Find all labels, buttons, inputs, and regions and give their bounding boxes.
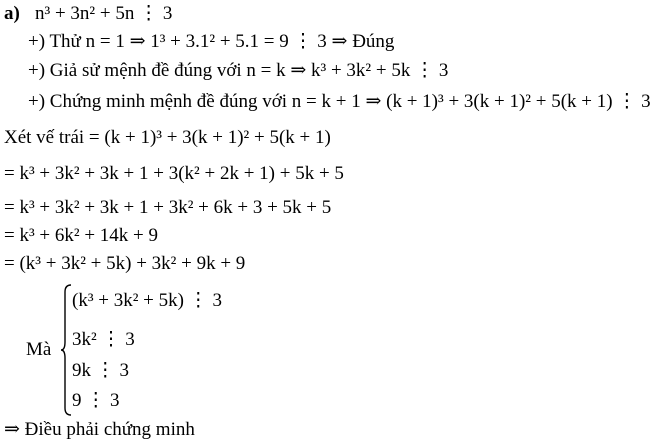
ma-label: Mà bbox=[26, 339, 52, 360]
expansion-line-2: = k³ + 3k² + 3k + 1 + 3k² + 6k + 3 + 5k + 5 bbox=[4, 197, 332, 218]
case-3: 9k ⋮ 3 bbox=[72, 360, 129, 381]
conclusion: ⇒ Điều phải chứng minh bbox=[4, 419, 195, 440]
step-induction: +) Chứng minh mệnh đề đúng với n = k + 1 ⇒ (k + 1)³ + 3(k + 1)² + 5(k + 1) ⋮ 3 bbox=[28, 91, 651, 112]
expansion-line-1: = k³ + 3k² + 3k + 1 + 3(k² + 2k + 1) + 5k + 5 bbox=[4, 163, 344, 184]
step-hypothesis: +) Giả sử mệnh đề đúng với n = k ⇒ k³ + 3k² + 5k ⋮ 3 bbox=[28, 60, 449, 81]
expansion-line-4: = (k³ + 3k² + 5k) + 3k² + 9k + 9 bbox=[4, 253, 246, 274]
expansion-line-3: = k³ + 6k² + 14k + 9 bbox=[4, 225, 159, 246]
case-1: (k³ + 3k² + 5k) ⋮ 3 bbox=[72, 290, 222, 311]
step-base-case: +) Thử n = 1 ⇒ 1³ + 3.1² + 5.1 = 9 ⋮ 3 ⇒ Đúng bbox=[28, 31, 395, 52]
problem-statement: n³ + 3n² + 5n ⋮ 3 bbox=[35, 3, 173, 24]
curly-brace-icon bbox=[60, 284, 72, 416]
part-label: a) bbox=[4, 3, 20, 24]
left-side-expression: Xét vế trái = (k + 1)³ + 3(k + 1)² + 5(k + 1) bbox=[4, 127, 331, 148]
case-4: 9 ⋮ 3 bbox=[72, 390, 120, 411]
case-2: 3k² ⋮ 3 bbox=[72, 329, 135, 350]
